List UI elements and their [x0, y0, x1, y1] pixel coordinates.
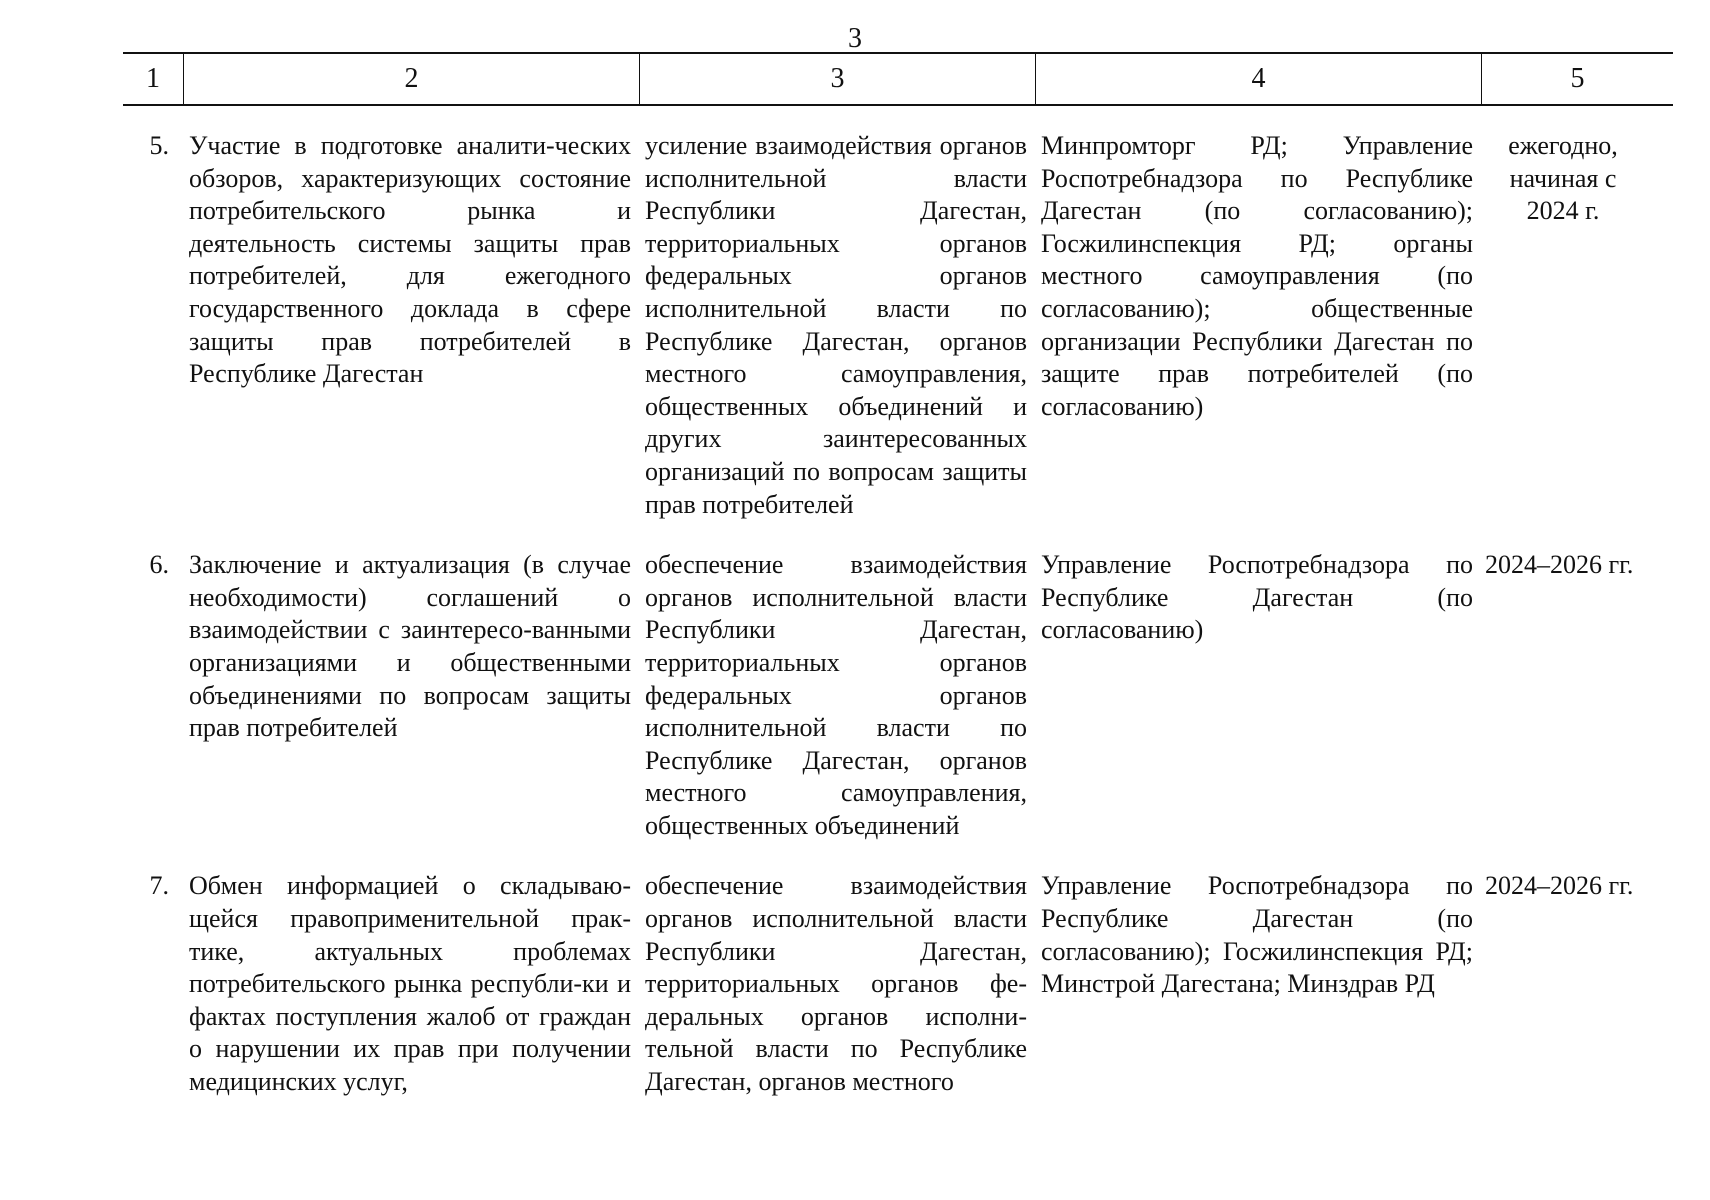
row-result: обеспечение взаимодействия органов исполнительной власти Республики Дагестан, территориальных органов федеральных органов исполнительной власти по Республике Дагестан, органов местного самоуправления, общественных объединений [645, 550, 1027, 840]
header-col-2: 2 [183, 54, 639, 104]
row-result: усиление взаимодействия органов исполнительной власти Республики Дагестан, территориальных органов федеральных органов исполнительной власти по Республике Дагестан, органов местного самоуправления, общественных объединений и других заинтересованных организаций по вопросам защиты прав потребителей [645, 131, 1027, 519]
page-number: 3 [848, 23, 862, 54]
header-col-3: 3 [639, 54, 1035, 104]
table-row [123, 870, 1703, 1098]
row-number: 7. [149, 871, 169, 901]
row-term: 2024–2026 гг. [1485, 871, 1634, 901]
table-body [123, 130, 1703, 1127]
header-col-1: 1 [146, 63, 160, 94]
row-action: Заключение и актуализация (в случае необходимости) соглашений о взаимодействии с заинтересо-ванными организациями и общественными объединениями по вопросам защиты прав потребителей [189, 550, 631, 743]
row-term: ежегодно, начиная с 2024 г. [1508, 131, 1618, 226]
row-responsible: Управление Роспотребнадзора по Республике Дагестан (по согласованию) [1041, 550, 1473, 645]
row-action: Обмен информацией о складываю-щейся правоприменительной прак-тике, актуальных проблемах потребительского рынка республи-ки и фактах поступления жалоб от граждан о нарушении их прав при получении медицинских услуг, [189, 871, 631, 1097]
row-number: 5. [149, 131, 169, 160]
header-col-4: 4 [1035, 54, 1481, 104]
row-result: обеспечение взаимодействия органов исполнительной власти Республики Дагестан, территориальных органов фе-деральных органов исполни-тельной власти по Республике Дагестан, органов местного [645, 871, 1027, 1097]
row-responsible: Управление Роспотребнадзора по Республике Дагестан (по согласованию); Госжилинспекция РД; Минстрой Дагестана; Минздрав РД [1041, 871, 1473, 999]
row-term: 2024–2026 гг. [1485, 550, 1634, 580]
table-header [123, 52, 1673, 106]
row-action: Участие в подготовке аналити-ческих обзоров, характеризующих состояние потребительского рынка и деятельность системы защиты прав потребителей, для ежегодного государственного доклада в сфере защиты прав потребителей в Республике Дагестан [189, 131, 631, 389]
table-row [123, 130, 1703, 521]
row-responsible: Минпромторг РД; Управление Роспотребнадзора по Республике Дагестан (по согласованию); Госжилинспекция РД; органы местного самоуправления (по согласованию); общественные организации Республики Дагестан по защите прав потребителей (по согласованию) [1041, 131, 1473, 421]
row-number: 6. [149, 550, 169, 580]
header-col-5: 5 [1481, 54, 1673, 104]
table-row [123, 549, 1703, 842]
